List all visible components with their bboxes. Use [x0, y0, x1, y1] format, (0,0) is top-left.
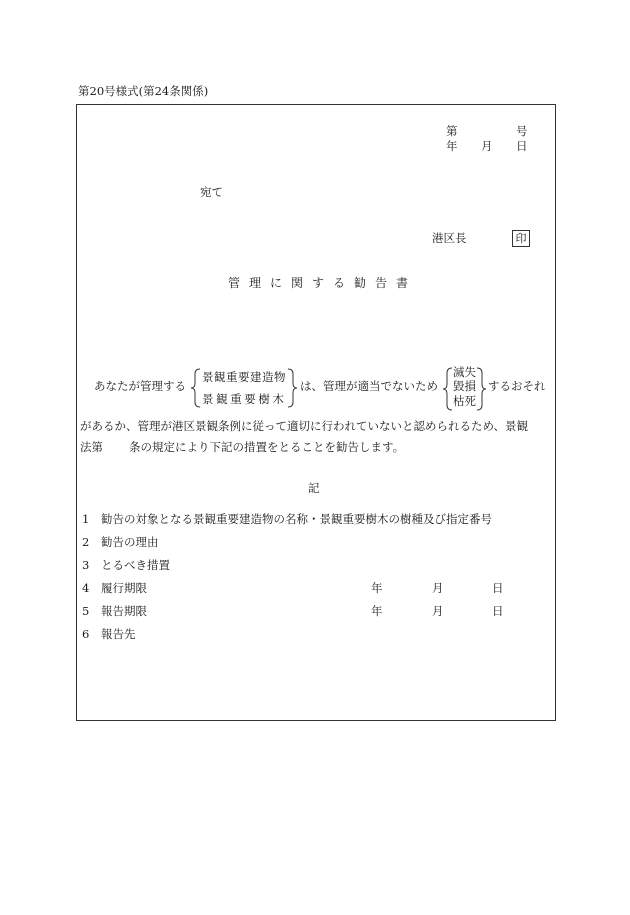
- body-line3-prefix: 法第: [80, 440, 103, 454]
- date-year: 年: [446, 139, 458, 153]
- item-deadline-month: 月: [432, 581, 444, 595]
- condition-option: 枯死: [453, 394, 476, 408]
- brace-right-icon: [287, 368, 297, 408]
- body-line1-end: するおそれ: [488, 379, 546, 393]
- item-number: 1: [82, 512, 90, 526]
- item-number: 6: [82, 627, 90, 641]
- document-title: 管理に関する勧告書: [228, 276, 418, 290]
- ki-heading: 記: [308, 481, 320, 495]
- body-line2: があるか、管理が港区景観条例に従って適切に行われていないと認められるため、景観: [80, 419, 529, 433]
- item-report-month: 月: [432, 604, 444, 618]
- target-option: 景観重要建造物: [202, 370, 286, 384]
- item-report-day: 日: [492, 604, 504, 618]
- item-text: 勧告の理由: [101, 535, 159, 549]
- target-option: 景観重要樹木: [202, 392, 287, 406]
- body-line1-intro: あなたが管理する: [94, 379, 186, 393]
- item-report-year: 年: [371, 604, 383, 618]
- date-day: 日: [516, 139, 528, 153]
- body-line3: 条の規定により下記の措置をとることを勧告します。: [129, 440, 405, 454]
- brace-left-icon: [443, 367, 453, 411]
- addressee: 宛て: [200, 185, 223, 199]
- document-frame: [76, 104, 556, 721]
- number-prefix: 第: [446, 124, 458, 138]
- item-text: 報告先: [101, 627, 136, 641]
- item-text: 勧告の対象となる景観重要建造物の名称・景観重要樹木の樹種及び指定番号: [101, 512, 492, 526]
- item-text: とるべき措置: [101, 558, 170, 572]
- brace-left-icon: [191, 368, 201, 408]
- item-text: 報告期限: [101, 604, 147, 618]
- item-deadline-day: 日: [492, 581, 504, 595]
- condition-option: 滅失: [453, 365, 476, 379]
- condition-option: 毀損: [453, 379, 476, 393]
- issuer: 港区長: [432, 231, 467, 245]
- form-label: 第20号様式(第24条関係): [78, 84, 209, 98]
- item-number: 2: [82, 535, 90, 549]
- date-month: 月: [481, 139, 493, 153]
- item-number: 3: [82, 558, 90, 572]
- item-number: 4: [82, 581, 90, 595]
- seal-mark: 印: [512, 230, 530, 247]
- item-deadline-year: 年: [371, 581, 383, 595]
- body-line1-middle: は、管理が適当でないため: [300, 379, 438, 393]
- brace-right-icon: [476, 367, 486, 411]
- number-suffix: 号: [516, 124, 528, 138]
- item-number: 5: [82, 604, 90, 618]
- item-text: 履行期限: [101, 581, 147, 595]
